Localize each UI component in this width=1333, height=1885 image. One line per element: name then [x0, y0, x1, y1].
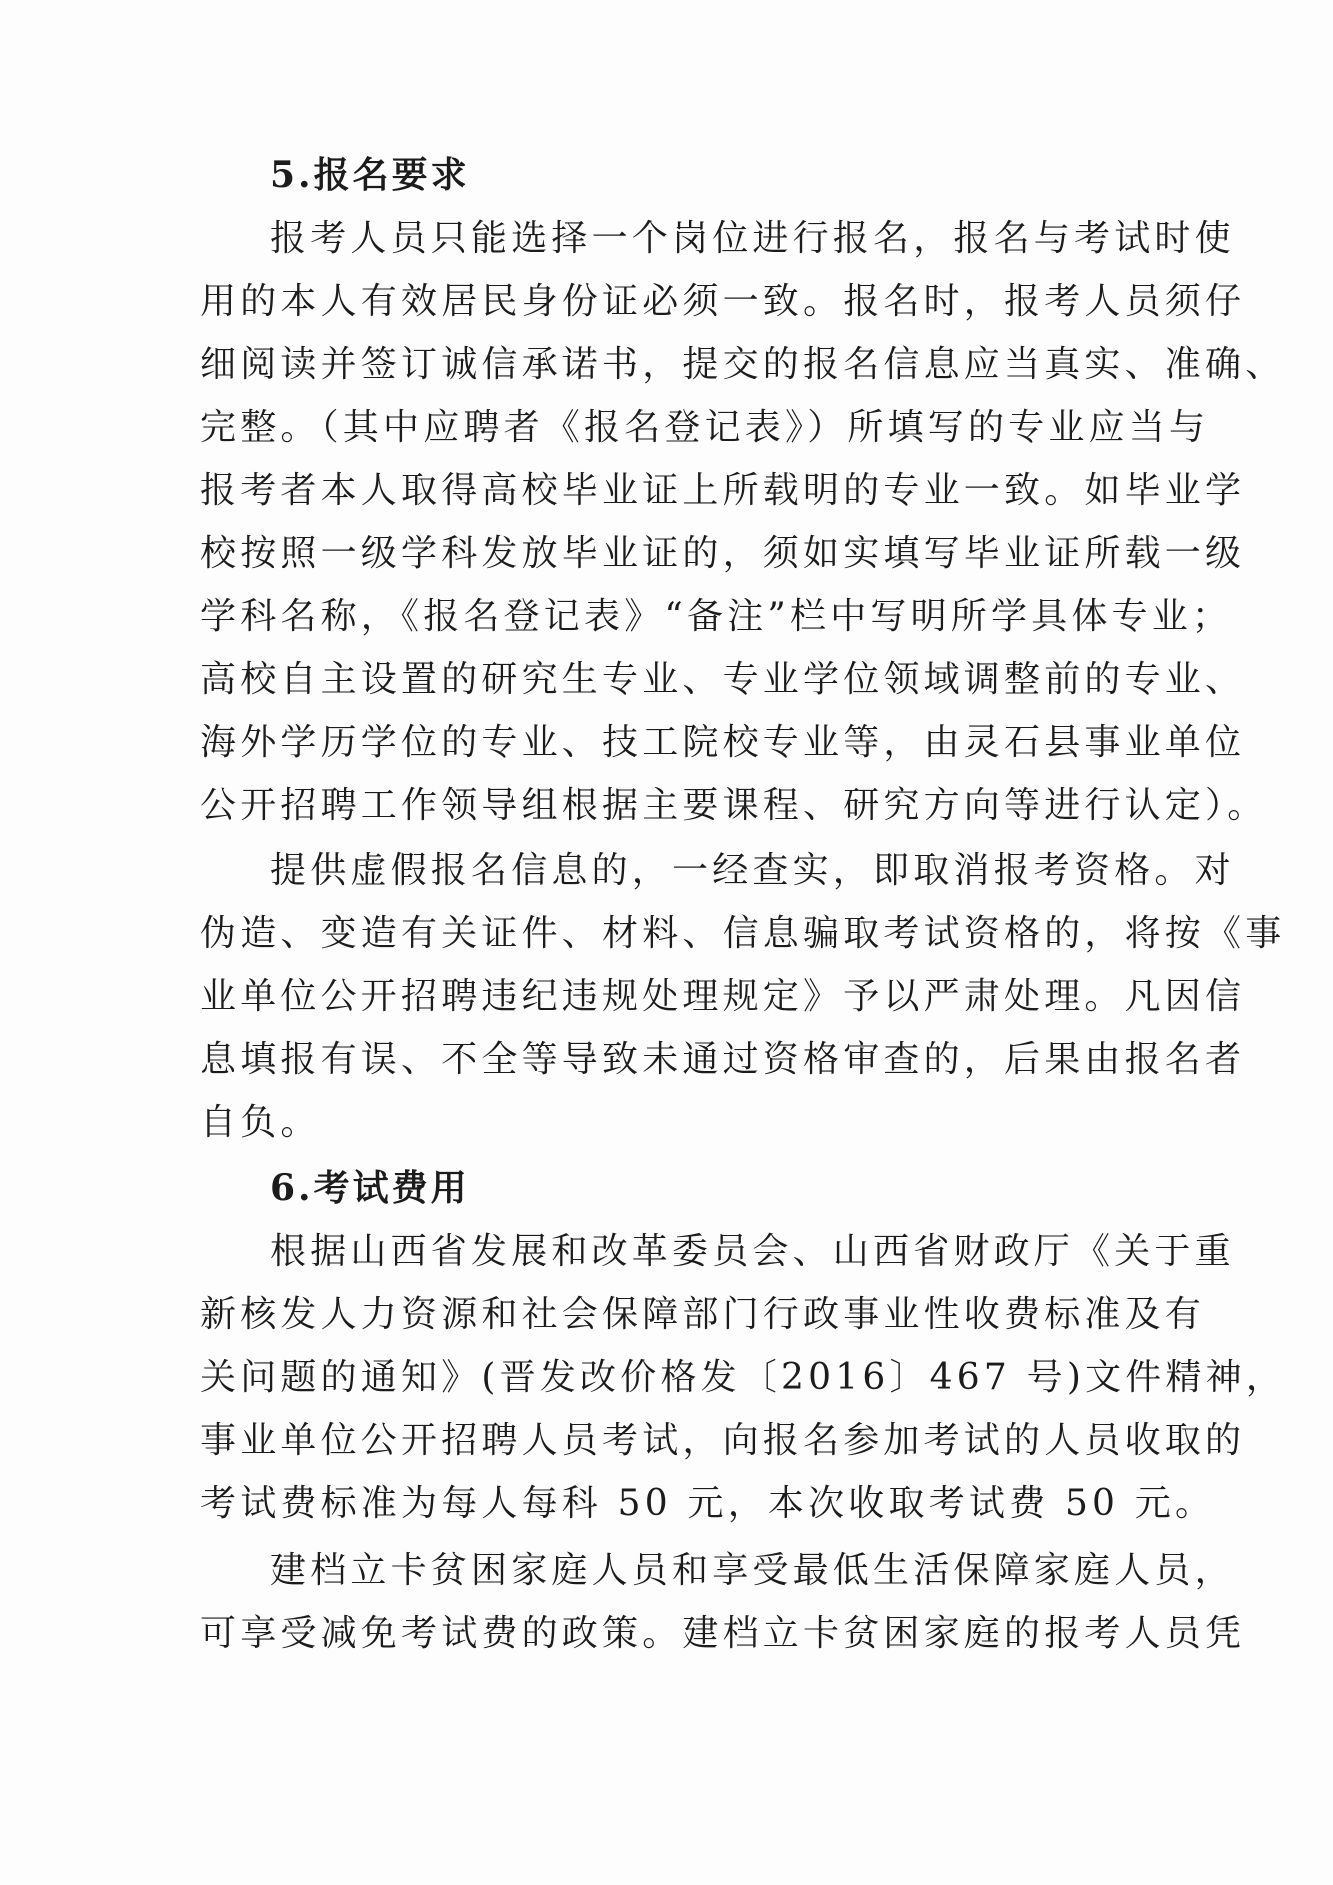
paragraph-line: 细阅读并签订诚信承诺书，提交的报名信息应当真实、准确、 [200, 344, 1286, 385]
paragraph-line: 自负。 [200, 1102, 321, 1143]
paragraph-line: 息填报有误、不全等导致未通过资格审查的，后果由报名者 [200, 1039, 1246, 1080]
paragraph-line: 完整。（其中应聘者《报名登记表》）所填写的专业应当与 [200, 407, 1210, 448]
paragraph-line: 海外学历学位的专业、技工院校专业等，由灵石县事业单位 [200, 722, 1246, 763]
paragraph-line: 校按照一级学科发放毕业证的，须如实填写毕业证所载一级 [200, 533, 1246, 574]
paragraph-line: 根据山西省发展和改革委员会、山西省财政厅《关于重 [270, 1231, 1235, 1272]
paragraph-line: 伪造、变造有关证件、材料、信息骗取考试资格的，将按《事 [200, 913, 1286, 954]
paragraph-line: 业单位公开招聘违纪违规处理规定》予以严肃处理。凡因信 [200, 976, 1246, 1017]
section-heading-exam-fees: 6.考试费用 [270, 1167, 470, 1209]
paragraph-line: 建档立卡贫困家庭人员和享受最低生活保障家庭人员， [270, 1550, 1235, 1591]
paragraph-line: 报考者本人取得高校毕业证上所载明的专业一致。如毕业学 [200, 470, 1246, 511]
paragraph-line: 事业单位公开招聘人员考试，向报名参加考试的人员收取的 [200, 1420, 1246, 1461]
section-heading-registration-requirements: 5.报名要求 [270, 154, 470, 196]
paragraph-line: 提供虚假报名信息的，一经查实，即取消报考资格。对 [270, 850, 1235, 891]
paragraph-line: 学科名称，《报名登记表》“备注”栏中写明所学具体专业； [200, 596, 1233, 637]
paragraph-line: 高校自主设置的研究生专业、专业学位领域调整前的专业、 [200, 659, 1246, 700]
paragraph-line: 报考人员只能选择一个岗位进行报名，报名与考试时使 [270, 218, 1235, 259]
paragraph-line: 公开招聘工作领导组根据主要课程、研究方向等进行认定）。 [200, 785, 1268, 826]
paragraph-line: 新核发人力资源和社会保障部门行政事业性收费标准及有 [200, 1294, 1206, 1335]
paragraph-line: 可享受减免考试费的政策。建档立卡贫困家庭的报考人员凭 [200, 1613, 1246, 1654]
paragraph-line: 用的本人有效居民身份证必须一致。报名时，报考人员须仔 [200, 281, 1246, 322]
paragraph-line: 考试费标准为每人每科 50 元，本次收取考试费 50 元。 [200, 1483, 1216, 1524]
paragraph-line: 关问题的通知》(晋发改价格发〔2016〕467 号)文件精神， [200, 1357, 1287, 1398]
